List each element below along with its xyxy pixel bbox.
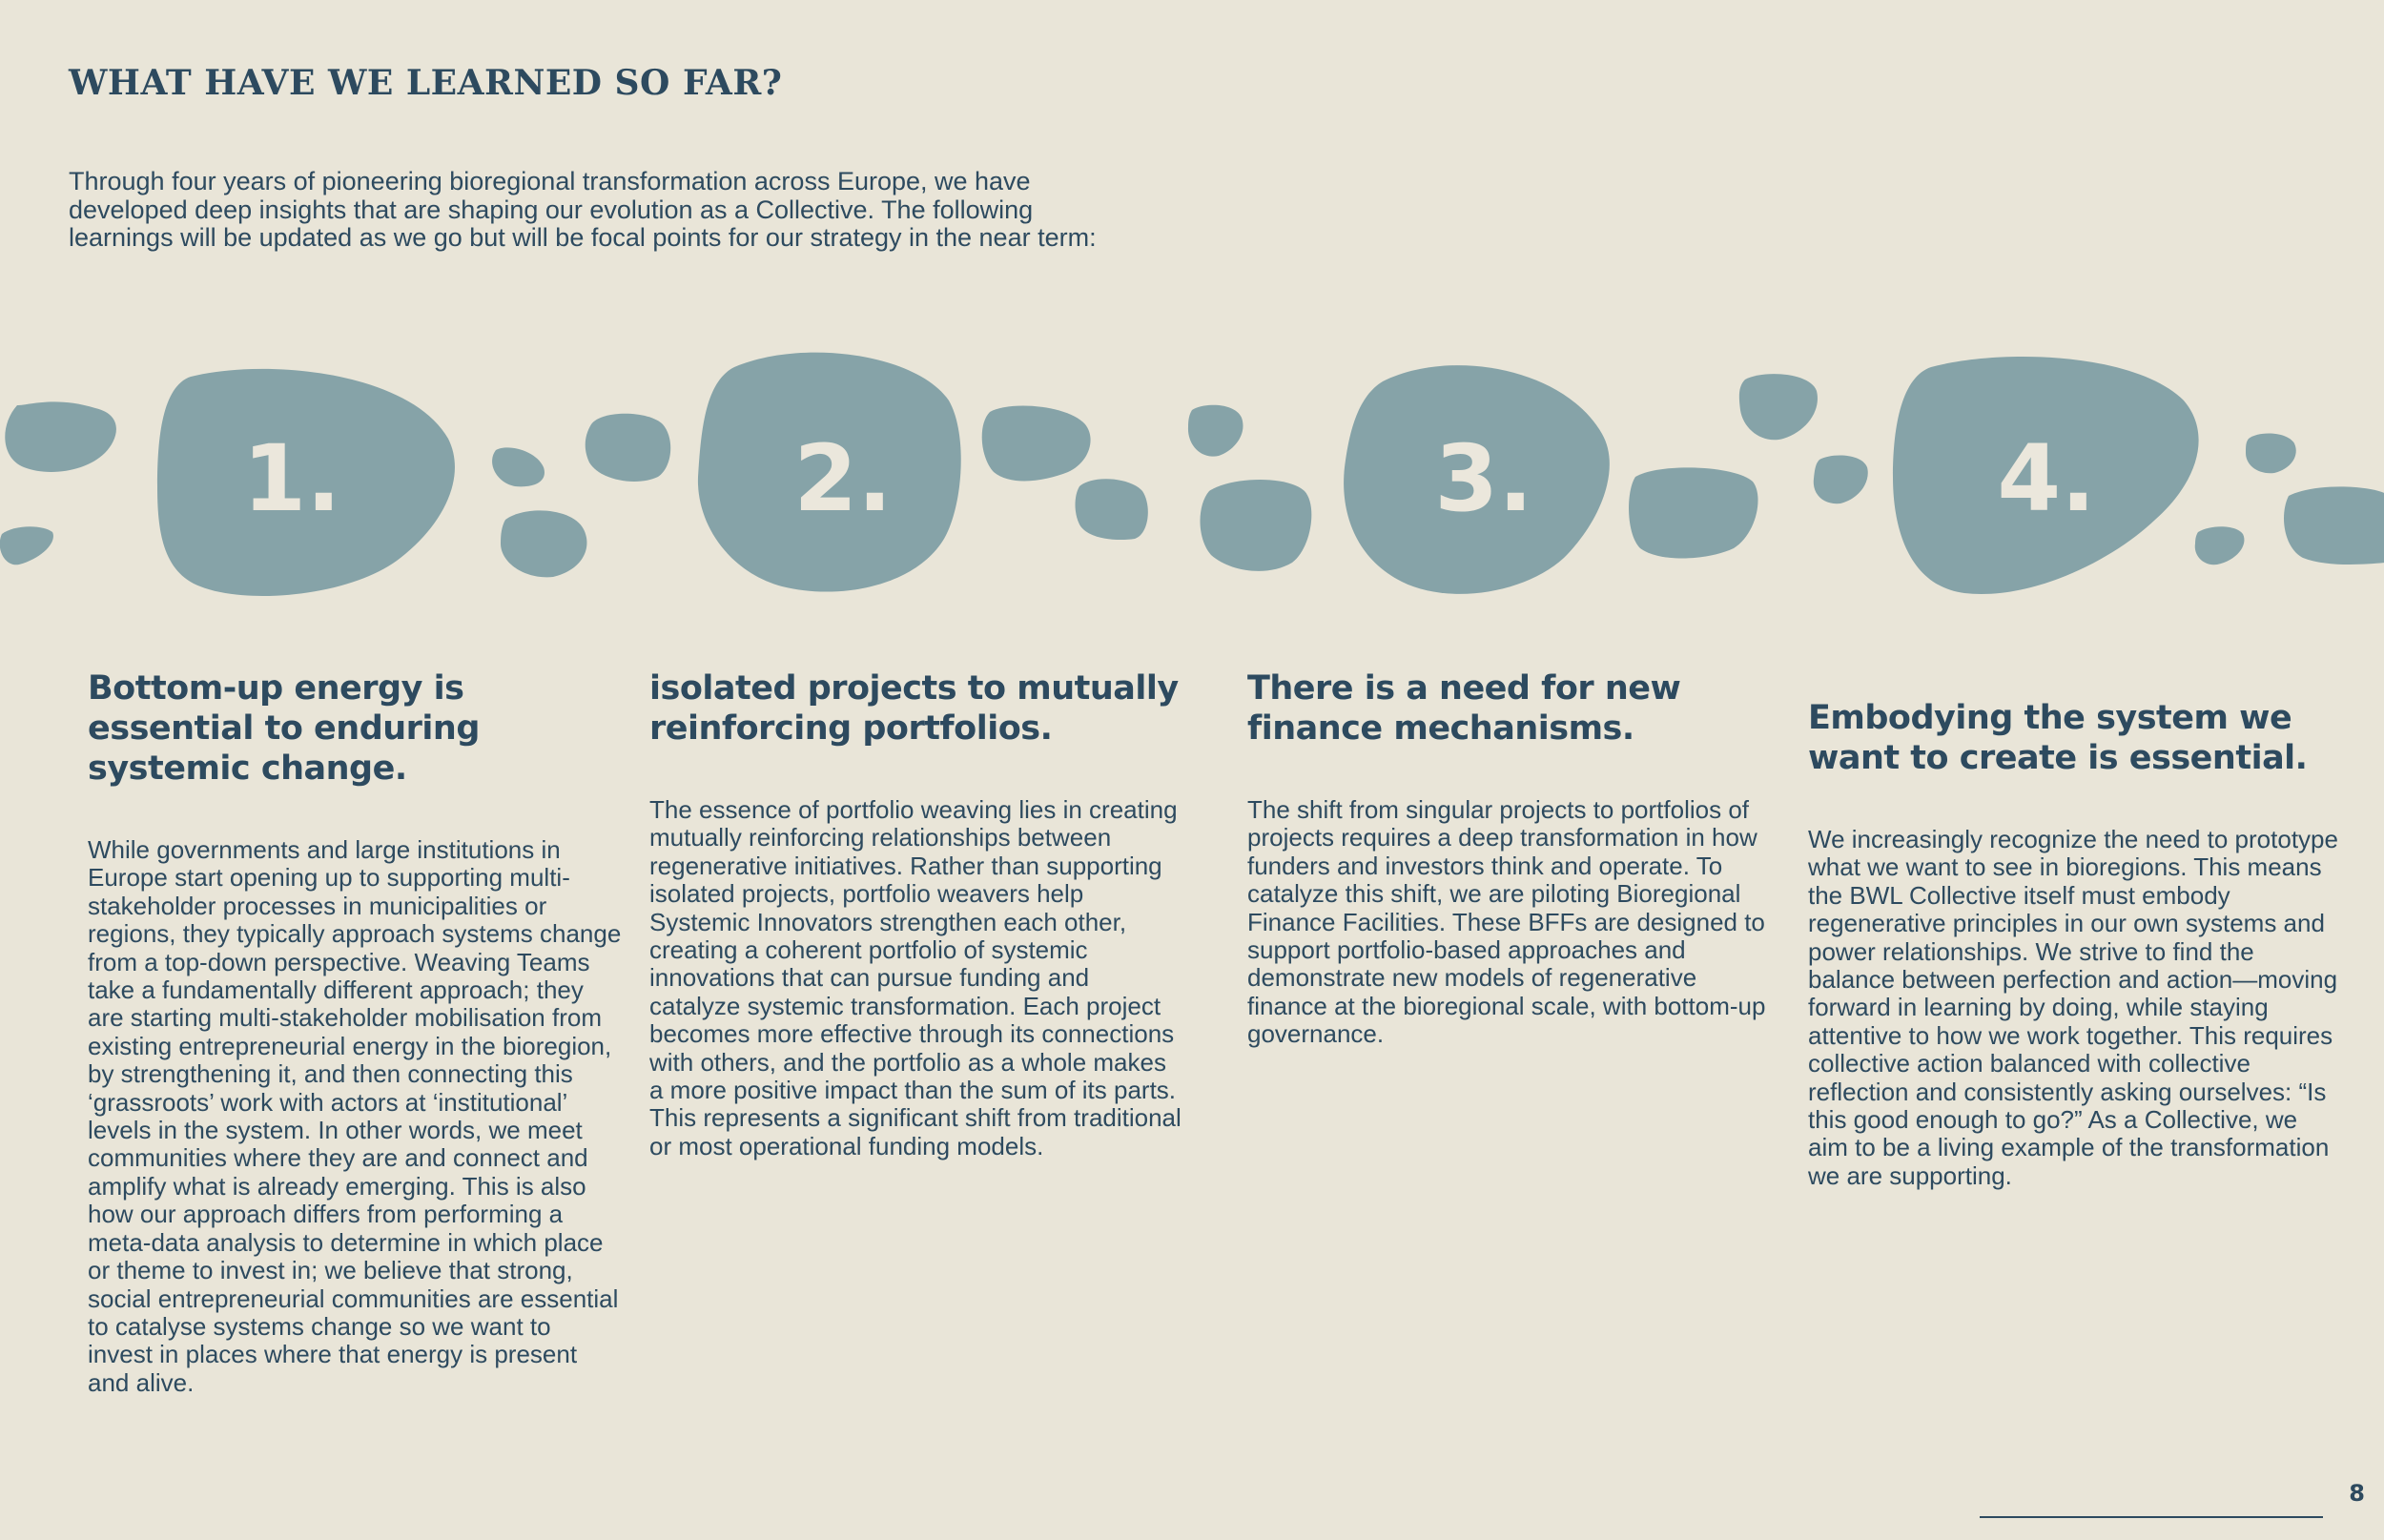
decorative-pebble	[1076, 479, 1148, 540]
decorative-pebble	[1814, 455, 1868, 503]
decorative-pebble	[1200, 480, 1311, 571]
decorative-pebble	[1739, 374, 1818, 440]
learning-4-column	[1808, 698, 2342, 1190]
learning-3-heading: There is a need for new finance mechanisms.	[1247, 669, 1681, 748]
learning-2-number: 2.	[793, 425, 893, 532]
learning-1-column	[88, 668, 622, 1397]
learning-2-column	[649, 668, 1183, 1160]
decorative-pebble	[586, 414, 670, 482]
learning-4-number: 4.	[1997, 425, 2096, 532]
decorative-pebble	[1629, 467, 1757, 558]
decorative-pebble	[5, 401, 116, 472]
decorative-pebble	[1188, 405, 1243, 457]
decorative-pebble	[0, 526, 53, 565]
numbered-blobs-band	[0, 343, 2384, 629]
learning-3-number: 3.	[1434, 425, 1533, 532]
learning-2-body: The essence of portfolio weaving lies in creating mutually reinforcing relationships between regenerative initiatives. Rather than supporting isolated projects, portfolio weavers help Systemic Innovators strengthen each other, creating a coherent portfolio of systemic innovations that can pursue funding and catalyze systemic transformation. Each project becomes more effective through its connections with others, and the portfolio as a whole makes a more positive impact than the sum of its parts. This represents a significant shift from traditional or most operational funding models.	[649, 795, 1182, 1160]
learning-3-column	[1247, 668, 1781, 1049]
decorative-pebble	[982, 406, 1091, 482]
learning-1-heading: Bottom-up energy is essential to enduring systemic change.	[88, 669, 480, 788]
footer-rule	[1980, 1516, 2323, 1518]
learning-1-number: 1.	[242, 425, 341, 532]
learning-4-body: We increasingly recognize the need to prototype what we want to see in bioregions. This means the BWL Collective itself must embody regenerative principles in our own systems and power relationships. We strive to find the balance between perfection and action—moving forward in learning by doing, while staying attentive to how we work together. This requires collective action balanced with collective reflection and consistently asking ourselves: “Is this good enough to go?” As a Collective, we aim to be a living example of the transformation we are supporting.	[1808, 825, 2338, 1190]
learning-4-heading: Embodying the system we want to create is essential.	[1808, 699, 2308, 777]
decorative-pebble	[492, 447, 545, 486]
intro-paragraph: Through four years of pioneering bioregional transformation across Europe, we have developed deep insights that are shaping our evolution as a Collective. The following learnings will be updated as we go but will be focal points for our strategy in the near term:	[69, 167, 1097, 252]
learning-3-body: The shift from singular projects to portfolios of projects requires a deep transformation in how funders and investors think and operate. To catalyze this shift, we are piloting Bioregional Finance Facilities. These BFFs are designed to support portfolio-based approaches and demonstrate new models of regenerative finance at the bioregional scale, with bottom-up governance.	[1247, 795, 1766, 1049]
learning-1-body: While governments and large institutions in Europe start opening up to supporting multi-stakeholder processes in municipalities or regions, they typically approach systems change from a top-down perspective. Weaving Teams take a fundamentally different approach; they are starting multi-stakeholder mobilisation from existing entrepreneurial energy in the bioregion, by strengthening it, and then connecting this ‘grassroots’ work with actors at ‘institutional’ levels in the system. In other words, we meet communities where they are and connect and amplify what is already emerging. This is also how our approach differs from performing a meta-data analysis to determine in which place or theme to invest in; we believe that strong, social entrepreneurial communities are essential to catalyse systems change so we want to invest in places where that energy is present and alive.	[88, 835, 622, 1397]
decorative-pebble	[2246, 434, 2296, 474]
decorative-pebble	[501, 510, 586, 577]
page-title: WHAT HAVE WE LEARNED SO FAR?	[69, 63, 783, 103]
decorative-pebble	[2284, 486, 2384, 565]
learning-2-heading: isolated projects to mutually reinforcing portfolios.	[649, 669, 1179, 748]
page-number: 8	[2349, 1480, 2365, 1507]
decorative-pebble	[2195, 526, 2245, 565]
